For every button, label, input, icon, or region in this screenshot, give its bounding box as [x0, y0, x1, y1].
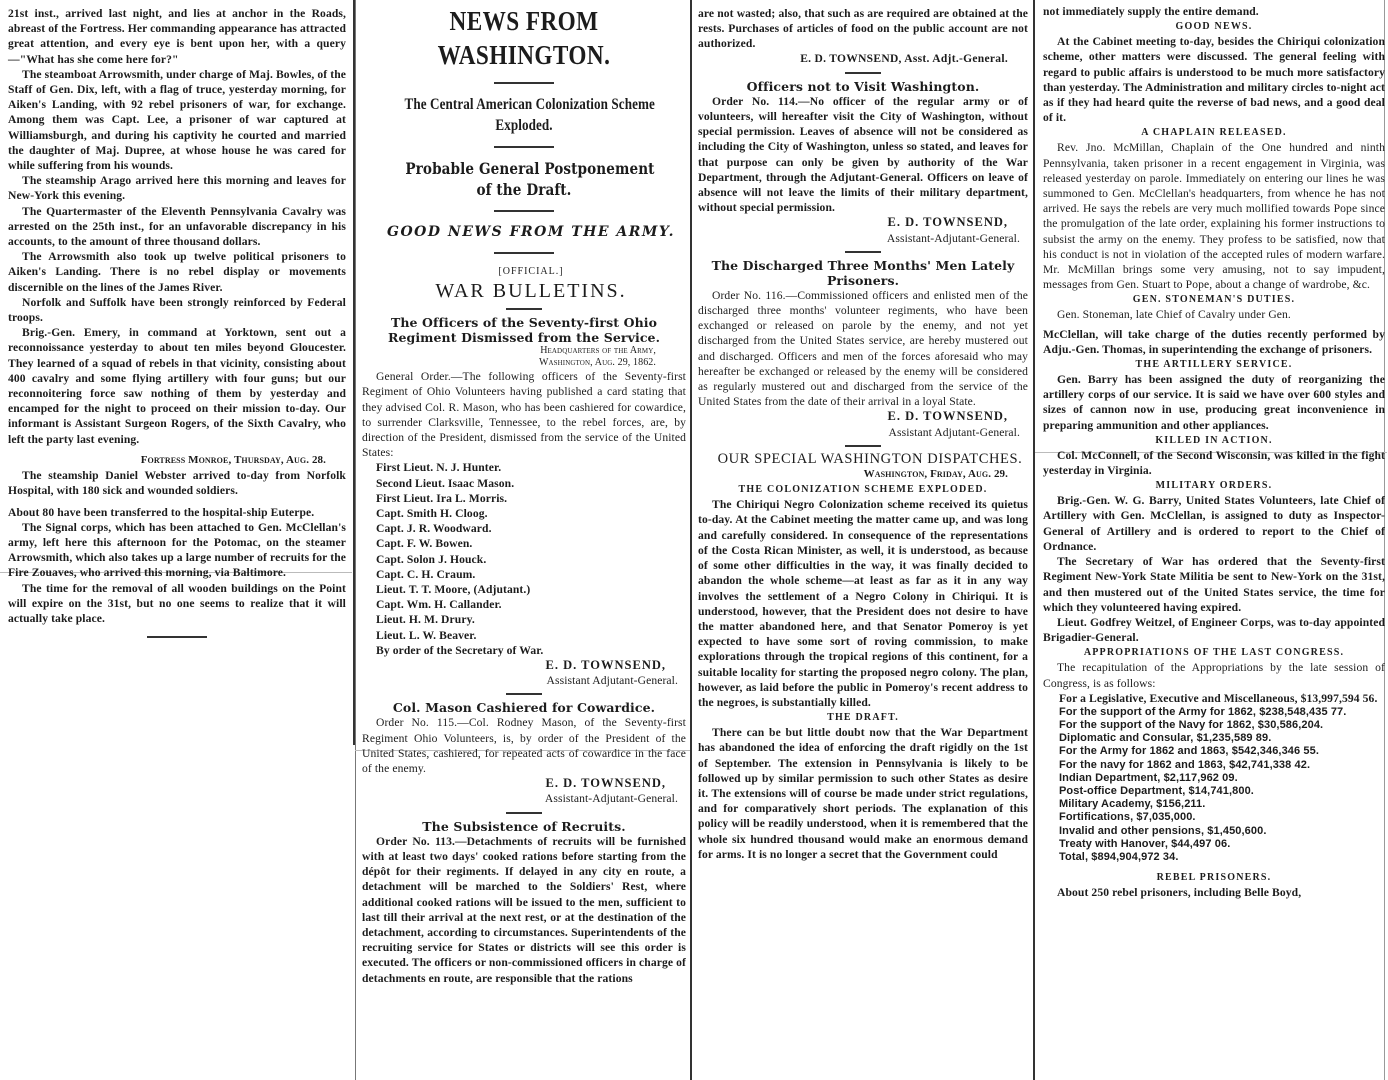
signature: E. D. TOWNSEND, [887, 409, 1008, 424]
article-paragraph: Norfolk and Suffolk have been strongly reinforced by Federal troops. [8, 295, 346, 325]
appropriations-list [1043, 691, 1385, 864]
deck-headline: Probable General Postponement of the Draft. [405, 159, 655, 199]
list-item: Post-office Department, $14,741,800. [1059, 784, 1254, 797]
list-item: Diplomatic and Consular, $1,235,589 89. [1059, 732, 1272, 745]
headquarters-line: Washington, Aug. 29, 1862. [538, 357, 656, 369]
article-paragraph: There can be but little doubt now that the War Department has abandoned the idea of enforcing the draft rigidly on the 1st of September. The extension in Pennsylvania is likely to be followed up by similar permission to such other States as desire it. The extensions will of course be made under strict regulations, and for comparatively short periods. The explanation of this policy will be readily understood, when it is remembered that the whole six hundred thousand would make an enormous demand for arms. It is no longer a secret that the Government could [698, 726, 1028, 861]
article-paragraph: The steamship Daniel Webster arrived to-day from Norfolk Hospital, with 180 sick and wounded soldiers. [8, 469, 346, 498]
column-2 [362, 0, 686, 986]
list-item: Second Lieut. Isaac Mason. [376, 476, 515, 490]
divider [506, 308, 542, 310]
article-paragraph: 21st inst., arrived last night, and lies at anchor in the Roads, abreast of the Fortress. Her commanding appearance has attracted great attention, and every eye is bent upon her, with a query—"What has she come here for?" [8, 7, 346, 66]
list-item: Indian Department, $2,117,962 09. [1059, 771, 1238, 784]
dateline: Washington, Friday, Aug. 29. [863, 468, 1008, 481]
list-item: Military Academy, $156,211. [1059, 798, 1206, 811]
subhead: MILITARY ORDERS. [1155, 480, 1273, 492]
signature: E. D. TOWNSEND, [887, 215, 1008, 230]
masthead: NEWS FROM WASHINGTON. [437, 6, 611, 70]
article-paragraph: are not wasted; also, that such as are required are obtained at the rests. Purchases of articles of food on the public account are not authorized. [698, 7, 1028, 51]
article-paragraph: Order No. 113.—Detachments of recruits will be furnished with at least two days' cooked rations before starting from the dépôt for their regiments. If delayed in any city en route, a detachment will be marched to the Soldiers' Rest, where additional cooked rations will be issued to the men, sufficient to last till their arrival at the next rest, or at the destination of the detachment, according to circumstances. Superintendents of the recruiting service for States or districts will see this order is executed. The officers or non-commissioned officers in charge of detachments en route, are responsible that the rations [362, 834, 686, 985]
list-item: Capt. J. R. Woodward. [376, 522, 492, 536]
divider [845, 72, 881, 74]
list-item: For the navy for 1862 and 1863, $42,741,338 42. [1059, 758, 1311, 771]
list-item: Capt. C. H. Craum. [376, 567, 476, 581]
subhead: THE ARTILLERY SERVICE. [1135, 359, 1293, 371]
article-headline: The Officers of the Seventy-first Ohio Regiment Dismissed from the Service. [387, 315, 661, 346]
list-item: Capt. Wm. H. Callander. [376, 598, 502, 612]
article-paragraph: Order No. 114.—No officer of the regular army or of volunteers, will hereafter visit the City of Washington, without special permission. Leaves of absence will not be considered as including the City of Washington, unless so stated, and leaves for that purpose can only be given by authority of the War Department, through the Adjutant-General. Officers on leave of absence will not leave the limits of their military department, without special permission. [698, 94, 1028, 215]
signature-title: Assistant-Adjutant-General. [886, 231, 1020, 245]
article-headline: The Discharged Three Months' Men Lately Prisoners. [711, 257, 1015, 288]
list-item: Invalid and other pensions, $1,450,600. [1059, 824, 1267, 837]
article-headline: The Subsistence of Recruits. [422, 818, 626, 834]
divider [506, 812, 542, 814]
article-paragraph: The Signal corps, which has been attached to Gen. McClellan's army, left here this afternoon for the Potomac, on the steamer Arrowsmith, which also takes up a large number of recruits for the Fire Zouaves, who arrived this morning, via Baltimore. [8, 520, 346, 580]
subhead: GEN. STONEMAN'S DUTIES. [1132, 294, 1296, 306]
list-item: Lieut. H. M. Drury. [376, 613, 475, 627]
article-paragraph: Col. McConnell, of the Second Wisconsin, was killed in the fight yesterday in Virginia. [1043, 448, 1385, 478]
list-item: Capt. F. W. Bowen. [376, 537, 473, 551]
article-paragraph: The time for the removal of all wooden buildings on the Point will expire on the 31st, but no one seems to realize that it will actually take place. [8, 581, 346, 625]
divider [506, 693, 542, 695]
subhead: REBEL PRISONERS. [1156, 872, 1272, 884]
dateline: Fortress Monroe, Thursday, Aug. 28. [140, 453, 326, 466]
divider [494, 210, 554, 212]
officer-list [362, 460, 686, 658]
article-paragraph: The Quartermaster of the Eleventh Pennsylvania Cavalry was arrested on the 25th inst., for an unfavorable discrepancy in his accounts, to the amount of three thousand dollars. [8, 204, 346, 249]
list-item: For the support of the Army for 1862, $238,548,435 77. [1059, 705, 1347, 718]
article-paragraph: The steamship Arago arrived here this morning and leaves for New-York this evening. [8, 174, 346, 203]
article-paragraph: About 80 have been transferred to the hospital-ship Euterpe. [8, 505, 315, 519]
article-paragraph: The recapitulation of the Appropriations by the late session of Congress, is as follows: [1043, 661, 1385, 690]
article-paragraph: McClellan, will take charge of the duties recently performed by Adju.-Gen. Thomas, in superintending the exchange of prisoners. [1043, 327, 1385, 356]
signature: E. D. TOWNSEND, Asst. Adjt.-General. [800, 52, 1008, 65]
article-paragraph: General Order.—The following officers of the Seventy-first Regiment of Ohio Volunteers having published a card stating that they advised Col. R. Mason, who has been cashiered for cowardice, to surrender Clarksville, Tennessee, to the rebel forces, are, by direction of the President, dismissed from the service of the United States: [362, 370, 686, 460]
article-paragraph: The Arrowsmith also took up twelve political prisoners to Aiken's Landing. There is no rebel display or movements discernible on the lines of the James River. [8, 250, 346, 294]
list-item: For the Army for 1862 and 1863, $542,346,346 55. [1059, 745, 1319, 758]
article-paragraph: Brig.-Gen. W. G. Barry, United States Volunteers, late Chief of Artillery with Gen. McClellan, is assigned to duty as Inspector-General of Artillery and is ordered to report to the Chief of Ordnance. [1043, 494, 1385, 553]
list-item: First Lieut. N. J. Hunter. [376, 461, 502, 475]
list-item: Lieut. T. T. Moore, (Adjutant.) [376, 583, 531, 597]
column-rule [690, 0, 692, 1080]
list-item: Treaty with Hanover, $44,497 06. [1059, 837, 1231, 850]
list-item: Capt. Smith H. Cloog. [376, 507, 488, 521]
subhead: APPROPRIATIONS OF THE LAST CONGRESS. [1083, 647, 1345, 659]
article-paragraph: Brig.-Gen. Emery, in command at Yorktown, sent out a reconnoissance yesterday to about ten miles beyond Gloucester. They learned of a squad of rebels in that vicinity, consisting about 400 cavalry and some flying artillery with four guns; but our reconnoitering force saw nothing of them by yesterday and encamped for the night to proceed on their mission to-day. Our informant is Assistant Surgeon Rogers, of the Sixth Cavalry, who left the party last evening. [8, 326, 346, 446]
headquarters-line: Headquarters of the Army, [540, 345, 656, 357]
signature: E. D. TOWNSEND, [545, 776, 666, 791]
subhead: KILLED IN ACTION. [1155, 434, 1273, 446]
article-headline: Col. Mason Cashiered for Cowardice. [392, 700, 656, 716]
subhead: THE COLONIZATION SCHEME EXPLODED. [738, 484, 988, 496]
list-item: First Lieut. Ira L. Morris. [376, 491, 508, 505]
article-paragraph: At the Cabinet meeting to-day, besides the Chiriqui colonization scheme, other matters were discussed. The general feeling with regard to public affairs is understood to be much more satisfactory than yesterday. The Administration and military circles to-night act as if they had heard quite the reverse of bad news, and a good deal of it. [1043, 35, 1385, 125]
divider [845, 251, 881, 253]
column-4 [1043, 0, 1385, 900]
list-item: Lieut. L. W. Beaver. [376, 628, 477, 642]
article-paragraph: The steamboat Arrowsmith, under charge of Maj. Bowles, of the Staff of Gen. Dix, left, with a flag of truce, yesterday morning, for Aiken's Landing, with 92 rebel prisoners of war, for exchange. Among them was Capt. Lee, a prisoner of war captured at Williamsburgh, and during his captivity he courted and married the daughter of Maj. Dupree, at whose house he was cared for while suffering from his wounds. [8, 67, 346, 173]
signature-title: Assistant Adjutant-General. [888, 425, 1020, 439]
signature: E. D. TOWNSEND, [545, 658, 666, 673]
section-title: WAR BULLETINS. [435, 280, 627, 303]
subhead: GOOD NEWS. [1175, 21, 1253, 33]
subhead: THE DRAFT. [827, 712, 899, 724]
article-paragraph: The Secretary of War has ordered that the Seventy-first Regiment New-York State Militia be sent to New-York on the 31st, and then mustered out of the United States service, the time for which they volunteered having expired. [1043, 555, 1385, 614]
column-rule [355, 0, 356, 1080]
deck-headline: GOOD NEWS FROM THE ARMY. [387, 224, 675, 240]
list-item: Capt. Solon J. Houck. [376, 552, 487, 566]
article-paragraph: Lieut. Godfrey Weitzel, of Engineer Corps, was to-day appointed Brigadier-General. [1043, 615, 1385, 645]
article-paragraph: Order No. 116.—Commissioned officers and enlisted men of the discharged three months' volunteer regiments, who have been exchanged or released on parole by the enemy, and not yet discharged from the United States service, are hereby mustered out and discharged. Officers and men of the forces aforesaid who may hereafter be exchanged or released by the enemy will be considered as regularly mustered out and discharged from the service of the United States from the date of their arrival in a loyal State. [698, 288, 1028, 409]
divider [147, 636, 207, 638]
signature-title: Assistant Adjutant-General. [546, 674, 678, 688]
list-item: For a Legislative, Executive and Miscellaneous, $13,997,594 56. [1059, 691, 1378, 705]
list-item: Total, $894,904,972 34. [1059, 850, 1179, 863]
deck-headline: The Central American Colonization Scheme Exploded. [404, 96, 655, 134]
article-paragraph: Rev. Jno. McMillan, Chaplain of the One hundred and ninth Pennsylvania, taken prisoner in a recent engagement in Virginia, was released yesterday on parole. Immediately on entering our lines he was summoned to Gen. McClellan's headquarters, from whence he has not arrived. He says the rebels are very much mollified towards Pope since the promulgation of the late order, explaining his former instructions to subsist the army on the enemy. They profess to be satisfied, now that his conduct is not in violation of the accepted rules of modern warfare. Mr. McMillan brings some very amusing, not to say impudent, messages from Gen. Stuart to Pope, about a change of wardrobe, &c. [1043, 141, 1385, 292]
column-3 [698, 0, 1028, 862]
divider [845, 445, 881, 447]
article-paragraph: The Chiriqui Negro Colonization scheme received its quietus to-day. At the Cabinet meeting the matter came up, and was long and carefully considered. In consequence of the representations of the Costa Rican Minister, as well, it is understood, as because of some other difficulties in the way, it was finally decided to abandon the whole scheme—at least as far as it in any way involves the settlement of a Negro Colony in Chiriqui. It is understood, however, that the President does not desire to have the matter abandoned here, and that Senator Pomeroy is yet expected to have some sort of roving commission, to make explorations through the tropical regions of this continent, for a suitable locality for starting the proposed negro colony. The plan, however, as laid before the public in Pomeroy's recent address to the negroes, is substantially killed. [698, 498, 1028, 709]
article-headline: Officers not to Visit Washington. [746, 78, 980, 94]
article-paragraph: Gen. Barry has been assigned the duty of reorganizing the artillery corps of our service. It is said we have over 600 styles and sizes of cannon now in use, producing great inconvenience in preparing ammunition and other appliances. [1043, 373, 1385, 432]
official-label: [OFFICIAL.] [498, 266, 564, 277]
signature-title: Assistant-Adjutant-General. [544, 792, 678, 806]
list-item: For the support of the Navy for 1862, $30,586,204. [1059, 718, 1324, 731]
list-item: Fortifications, $7,035,000. [1059, 811, 1196, 824]
article-paragraph: not immediately supply the entire demand. [1043, 5, 1259, 18]
column-rule [1033, 0, 1035, 1080]
article-paragraph: Gen. Stoneman, late Chief of Cavalry under Gen. [1057, 308, 1291, 322]
list-item: By order of the Secretary of War. [376, 643, 544, 657]
column-1 [8, 0, 346, 648]
divider [494, 146, 554, 148]
subhead: A CHAPLAIN RELEASED. [1141, 127, 1287, 139]
article-paragraph: About 250 rebel prisoners, including Belle Boyd, [1057, 886, 1302, 900]
divider [494, 252, 554, 254]
divider [494, 82, 554, 84]
section-title: OUR SPECIAL WASHINGTON DISPATCHES. [717, 450, 1023, 467]
article-paragraph: Order No. 115.—Col. Rodney Mason, of the Seventy-first Regiment Ohio Volunteers, is, by order of the President of the United States, cashiered, for repeated acts of cowardice in the face of the enemy. [362, 716, 686, 776]
